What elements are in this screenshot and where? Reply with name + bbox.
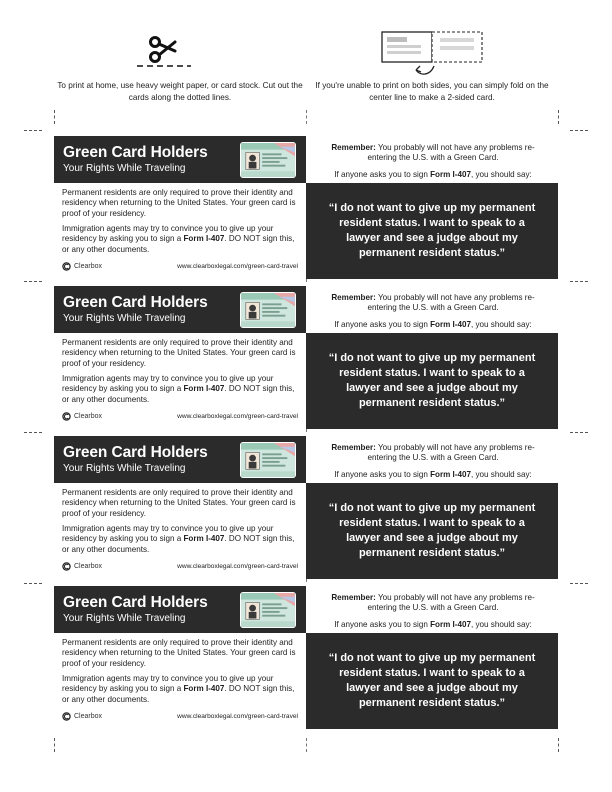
brand xyxy=(62,712,102,721)
sign-request-note: If anyone asks you to sign Form I-407, you should say: xyxy=(334,320,532,329)
quote-box xyxy=(306,333,558,429)
form-warning-paragraph: Immigration agents may try to convince you to give up your residency by asking you to sign a Form I-407. DO NOT sign this, or any other documents. xyxy=(62,524,295,554)
card-subtitle: Your Rights While Traveling xyxy=(63,463,186,474)
fold-line-mark xyxy=(306,110,307,124)
card-title: Green Card Holders xyxy=(63,444,208,461)
card-subtitle: Your Rights While Traveling xyxy=(63,613,186,624)
card-front xyxy=(54,582,306,732)
remember-note: Remember: You probably will not have any problems re-entering the U.S. with a Green Card. xyxy=(331,593,535,613)
residency-paragraph: Permanent residents are only required to prove their identity and residency when returning to the United States. Your green card is proof of your residency. xyxy=(62,188,296,218)
quote-box xyxy=(306,183,558,279)
quote-box xyxy=(306,633,558,729)
green-card-image xyxy=(240,592,296,628)
fold-line-mark xyxy=(306,738,307,752)
green-card-image xyxy=(240,142,296,178)
form-warning-paragraph: Immigration agents may try to convince you to give up your residency by asking you to sign a Form I-407. DO NOT sign this, or any other documents. xyxy=(62,224,295,254)
website-url: www.clearboxlegal.com/green-card-travel xyxy=(177,713,298,720)
cut-mark xyxy=(24,281,42,282)
card-header xyxy=(54,136,306,183)
card-front xyxy=(54,432,306,582)
card-front xyxy=(54,132,306,282)
card-header xyxy=(54,436,306,483)
card-back xyxy=(306,432,558,582)
cut-mark xyxy=(570,432,588,433)
cut-mark xyxy=(570,130,588,131)
script-quote: “I do not want to give up my permanent resident status. I want to speak to a lawyer and see a judge about my permanent resident status.” xyxy=(328,502,536,559)
card-subtitle: Your Rights While Traveling xyxy=(63,163,186,174)
remember-note: Remember: You probably will not have any problems re-entering the U.S. with a Green Card. xyxy=(331,293,535,313)
card-subtitle: Your Rights While Traveling xyxy=(63,313,186,324)
scissors-icon xyxy=(135,33,191,69)
green-card-image xyxy=(240,292,296,328)
fold-instructions: If you're unable to print on both sides, you can simply fold on the center line to make a 2-sided card. xyxy=(315,81,549,102)
script-quote: “I do not want to give up my permanent resident status. I want to speak to a lawyer and see a judge about my permanent resident status.” xyxy=(328,652,536,709)
brand xyxy=(62,562,102,571)
cut-mark xyxy=(570,583,588,584)
brand-name: Clearbox xyxy=(74,713,103,720)
brand-name: Clearbox xyxy=(74,413,103,420)
brand xyxy=(62,412,102,421)
script-quote: “I do not want to give up my permanent resident status. I want to speak to a lawyer and see a judge about my permanent resident status.” xyxy=(328,202,536,259)
residency-paragraph: Permanent residents are only required to prove their identity and residency when returning to the United States. Your green card is proof of your residency. xyxy=(62,638,296,668)
cut-mark xyxy=(24,583,42,584)
card-title: Green Card Holders xyxy=(63,294,208,311)
cut-mark xyxy=(558,110,559,124)
green-card-image xyxy=(240,442,296,478)
website-url: www.clearboxlegal.com/green-card-travel xyxy=(177,263,298,270)
sign-request-note: If anyone asks you to sign Form I-407, you should say: xyxy=(334,470,532,479)
clearbox-logo-icon xyxy=(62,262,71,271)
remember-note: Remember: You probably will not have any problems re-entering the U.S. with a Green Card. xyxy=(331,443,535,463)
sign-request-note: If anyone asks you to sign Form I-407, you should say: xyxy=(334,620,532,629)
cut-mark xyxy=(570,281,588,282)
card-title: Green Card Holders xyxy=(63,144,208,161)
quote-box xyxy=(306,483,558,579)
card-header xyxy=(54,586,306,633)
form-warning-paragraph: Immigration agents may try to convince you to give up your residency by asking you to sign a Form I-407. DO NOT sign this, or any other documents. xyxy=(62,674,295,704)
residency-paragraph: Permanent residents are only required to prove their identity and residency when returning to the United States. Your green card is proof of your residency. xyxy=(62,338,296,368)
card-front xyxy=(54,282,306,432)
cut-mark xyxy=(54,110,55,124)
cut-mark xyxy=(24,432,42,433)
fold-card-icon xyxy=(378,28,488,78)
brand xyxy=(62,262,102,271)
clearbox-logo-icon xyxy=(62,712,71,721)
card-back xyxy=(306,132,558,282)
card-title: Green Card Holders xyxy=(63,594,208,611)
clearbox-logo-icon xyxy=(62,562,71,571)
cut-mark xyxy=(24,130,42,131)
clearbox-logo-icon xyxy=(62,412,71,421)
card-back xyxy=(306,582,558,732)
card-header xyxy=(54,286,306,333)
website-url: www.clearboxlegal.com/green-card-travel xyxy=(177,563,298,570)
residency-paragraph: Permanent residents are only required to prove their identity and residency when returning to the United States. Your green card is proof of your residency. xyxy=(62,488,296,518)
brand-name: Clearbox xyxy=(74,563,103,570)
website-url: www.clearboxlegal.com/green-card-travel xyxy=(177,413,298,420)
form-warning-paragraph: Immigration agents may try to convince you to give up your residency by asking you to sign a Form I-407. DO NOT sign this, or any other documents. xyxy=(62,374,295,404)
script-quote: “I do not want to give up my permanent resident status. I want to speak to a lawyer and see a judge about my permanent resident status.” xyxy=(328,352,536,409)
cut-mark xyxy=(558,738,559,752)
remember-note: Remember: You probably will not have any problems re-entering the U.S. with a Green Card. xyxy=(331,143,535,163)
card-back xyxy=(306,282,558,432)
sign-request-note: If anyone asks you to sign Form I-407, you should say: xyxy=(334,170,532,179)
brand-name: Clearbox xyxy=(74,263,103,270)
print-instructions: To print at home, use heavy weight paper, or card stock. Cut out the cards along the dotted lines. xyxy=(57,81,303,102)
cut-mark xyxy=(54,738,55,752)
